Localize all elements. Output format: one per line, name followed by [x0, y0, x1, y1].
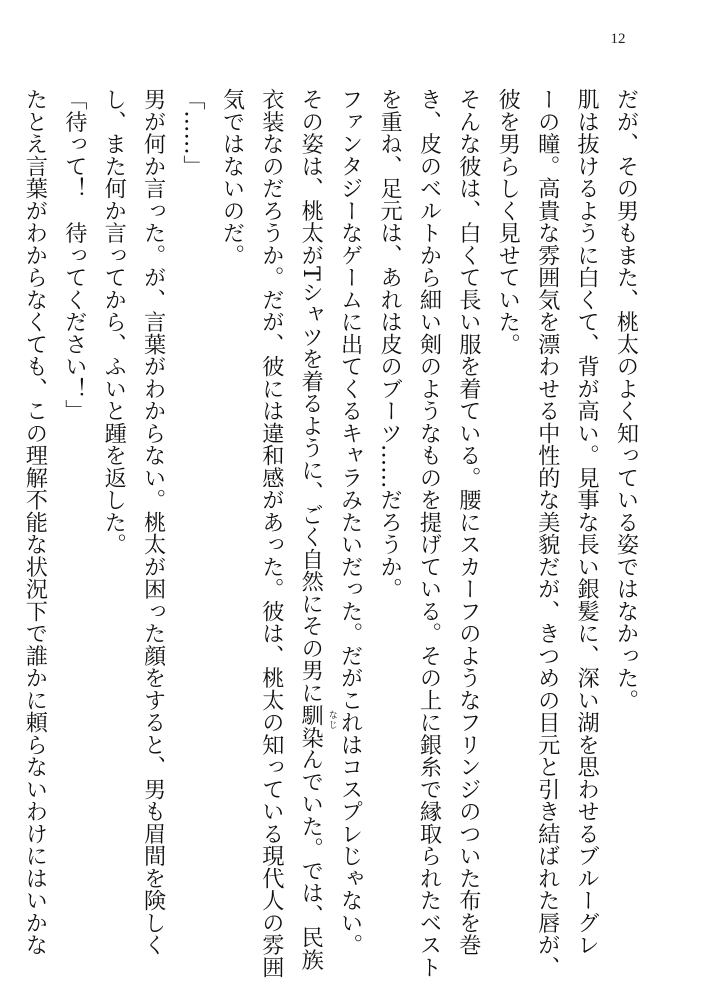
- text-line: そんな彼は、白くて長い服を着ている。腰にスカーフのようなフリンジのついた布を巻: [455, 88, 482, 956]
- vertical-text-body: [15, 88, 646, 988]
- text-line-with-ruby: [290, 88, 337, 988]
- text-line: き、皮のベルトから細い剣のようなものを提げている。その上に銀糸で縁取られたベスト: [415, 88, 442, 978]
- page-number: 12: [610, 31, 626, 47]
- text-line: ファンタジーなゲームに出てくるキャラみたいだった。だがこれはコスプレじゃない。: [337, 88, 364, 956]
- text-line: 「待って！ 待ってください！」: [61, 88, 88, 422]
- text-segment: んでいた。では、民族: [297, 748, 324, 971]
- text-line: ーの瞳。高貴な雰囲気を漂わせる中性的な美貌だが、きつめの目元と引き結ばれた唇が、: [534, 88, 561, 978]
- text-line: 衣装なのだろうか。だが、彼には違和感があった。彼は、桃太の知っている現代人の雰囲: [258, 88, 285, 978]
- text-line: し、また何か言ってから、ふいと踵を返した。: [100, 88, 127, 556]
- text-line: を重ね、足元は、あれは皮のブーツ……だろうか。: [376, 88, 403, 600]
- ruby-base-text: 馴染: [297, 703, 324, 749]
- furigana: なじ: [326, 709, 337, 730]
- text-line: 男が何か言った。が、言葉がわからない。桃太が困った顔をすると、男も眉間を険しく: [140, 88, 167, 956]
- text-line: たとえ言葉がわからなくても、この理解不能な状況下で誰かに頼らないわけにはいかな: [21, 88, 48, 956]
- text-line: だが、その男もまた、桃太のよく知っている姿ではなかった。: [613, 88, 639, 711]
- text-line: 彼を男らしく見せていた。: [494, 88, 521, 355]
- text-line: 気ではないのだ。: [218, 88, 245, 266]
- text-segment: その姿は、桃太がTシャツを着るように、ごく自然にその男に: [297, 88, 324, 704]
- text-line: 「……」: [179, 88, 206, 177]
- text-line: 肌は抜けるように白くて、背が高い。見事な長い銀髪に、深い湖を思わせるブルーグレ: [573, 88, 600, 956]
- ruby-word: [297, 703, 337, 749]
